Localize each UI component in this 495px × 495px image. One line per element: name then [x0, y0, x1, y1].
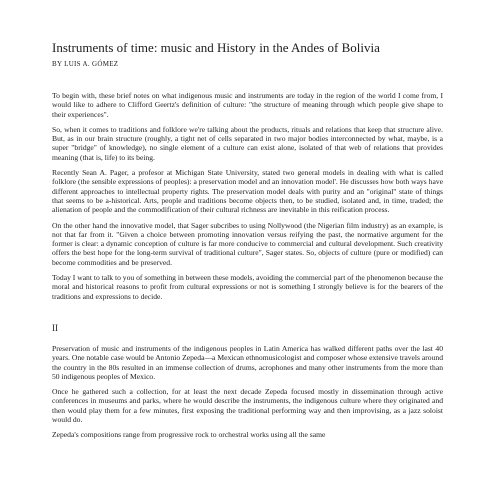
article-body — [52, 91, 443, 440]
section-heading: II — [52, 322, 58, 333]
paragraph: Zepeda's compositions range from progressive rock to orchestral works using all the same — [52, 430, 326, 440]
paragraph: Once he gathered such a collection, for at least the next decade Zepeda focused mostly in dissemination through active conferences in museums and parks, where he would describe the instruments, the indigenous culture where they originated and then would play them for a few minutes, first exposing the traditional performing way and then improvising, as a jazz soloist would do. — [52, 387, 443, 425]
paragraph: Recently Sean A. Pager, a profesor at Michigan State University, stated two general models in dealing with what is called folklore (the sensible expressions of peoples): a preservation model and an innovation model'. He discusses how both ways have different approaches to intellectual property rights. The preservation model deals with purity and an "original" state of things that seems to be a-historical. Arts, people and traditions become objects then, to be studied, isolated and, in time, traded; the alienation of people and the commodification of their cultural richness are inevitable in this reification process. — [52, 168, 443, 215]
paragraph: So, when it comes to traditions and folklore we're talking about the products, rituals and relations that keep that structure alive. But, as in our brain structure (roughly, a tight net of cells separated in two major bodies interconnected by what, maybe, is a super "bridge" of knowledge), no single element of a culture can exist alone, isolated of that web of relations that provides meaning (that is, life) to its being. — [52, 124, 443, 162]
article-title: Instruments of time: music and History in the Andes of Bolivia — [52, 40, 380, 55]
paragraph: Preservation of music and instruments of the indigenous peoples in Latin America has walked different paths over the last 40 years. One notable case would be Antonio Zepeda—a Mexican ethnomusicologist and composer whose extensive travels around the country in the 80s resulted in an immense collection of drums, acrophones and many other instruments from the more than 50 indigenous peoples of Mexico. — [52, 343, 443, 381]
paragraph: Today I want to talk to you of something in between these models, avoiding the commercial part of the phenomenon because the moral and historical reasons to profit from cultural expressions or not is something I strongly believe is for the bearers of the traditions and expressions to decide. — [52, 273, 443, 301]
paragraph: On the other hand the innovative model, that Sager subcribes to using Nollywood (the Nigerian film industry) as an example, is not that far from it. "Given a choice between promoting innovation versus reifying the past, the normative argument for the former is clear: a dynamic conception of culture is far more conducive to commercial and cultural development. Such creativity offers the best hope for the long-term survival of traditional culture", Sager states. So, objects of culture (pure or modified) can become commodities and be preserved. — [52, 220, 443, 267]
author-byline: BY LUIS A. GÓMEZ — [52, 60, 119, 68]
paragraph: To begin with, these brief notes on what indigenous music and instruments are today in the region of the world I come from, I would like to adhere to Clifford Geertz's definition of culture: "the structure of meaning through which people give shape to their experiences". — [52, 91, 443, 119]
